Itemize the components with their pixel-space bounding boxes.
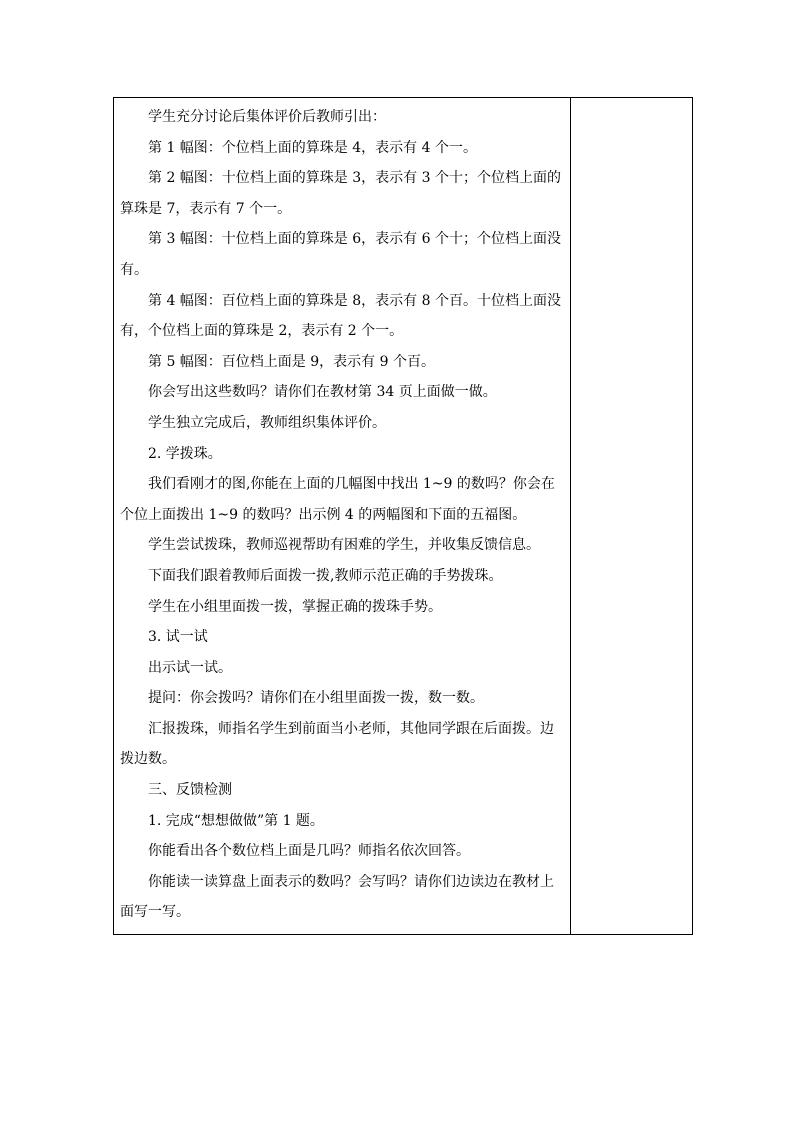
paragraph: 第 5 幅图：百位档上面是 9，表示有 9 个百。 [148,353,435,370]
section-heading: 3. 试一试 [148,629,208,646]
section-heading: 三、反馈检测 [148,782,232,799]
paragraph: 下面我们跟着教师后面拨一拨,教师示范正确的手势拨珠。 [148,567,503,584]
paragraph: 1. 完成“想想做做”第 1 题。 [148,812,324,829]
lesson-table [113,97,693,935]
paragraph: 出示试一试。 [148,659,232,676]
section-heading: 2. 学拨珠。 [148,445,222,462]
paragraph: 学生尝试拨珠，教师巡视帮助有困难的学生，并收集反馈信息。 [148,537,540,554]
paragraph: 你能看出各个数位档上面是几吗？师指名依次回答。 [148,843,470,860]
paragraph: 第 2 幅图：十位档上面的算珠是 3，表示有 3 个十；个位档上面的算珠是 7，表示有 7 个一。 [120,170,561,217]
table-row [114,98,693,935]
paragraph: 学生充分讨论后集体评价后教师引出： [148,109,386,125]
paragraph: 我们看刚才的图,你能在上面的几幅图中找出 1~9 的数吗？你会在个位上面拨出 1~9 的数吗？出示例 4 的两幅图和下面的五福图。 [120,476,555,523]
paragraph: 提问：你会拨吗？请你们在小组里面拨一拨，数一数。 [148,690,484,707]
teaching-process-cell [114,98,571,935]
paragraph: 你能读一读算盘上面表示的数吗？会写吗？请你们边读边在教材上面写一写。 [120,873,554,921]
paragraph: 学生在小组里面拨一拨，掌握正确的拨珠手势。 [148,598,442,615]
notes-column-cell [571,98,693,935]
paragraph: 第 1 幅图：个位档上面的算珠是 4，表示有 4 个一。 [148,139,477,156]
paragraph: 学生独立完成后，教师组织集体评价。 [148,414,386,431]
paragraph: 第 4 幅图：百位档上面的算珠是 8，表示有 8 个百。十位档上面没有，个位档上面的算珠是 2，表示有 2 个一。 [120,292,561,340]
paragraph: 第 3 幅图：十位档上面的算珠是 6，表示有 6 个十；个位档上面没有。 [120,231,561,278]
paragraph: 你会写出这些数吗？请你们在教材第 34 页上面做一做。 [148,384,497,401]
paragraph: 汇报拨珠，师指名学生到前面当小老师，其他同学跟在后面拨。边拨边数。 [120,720,554,768]
